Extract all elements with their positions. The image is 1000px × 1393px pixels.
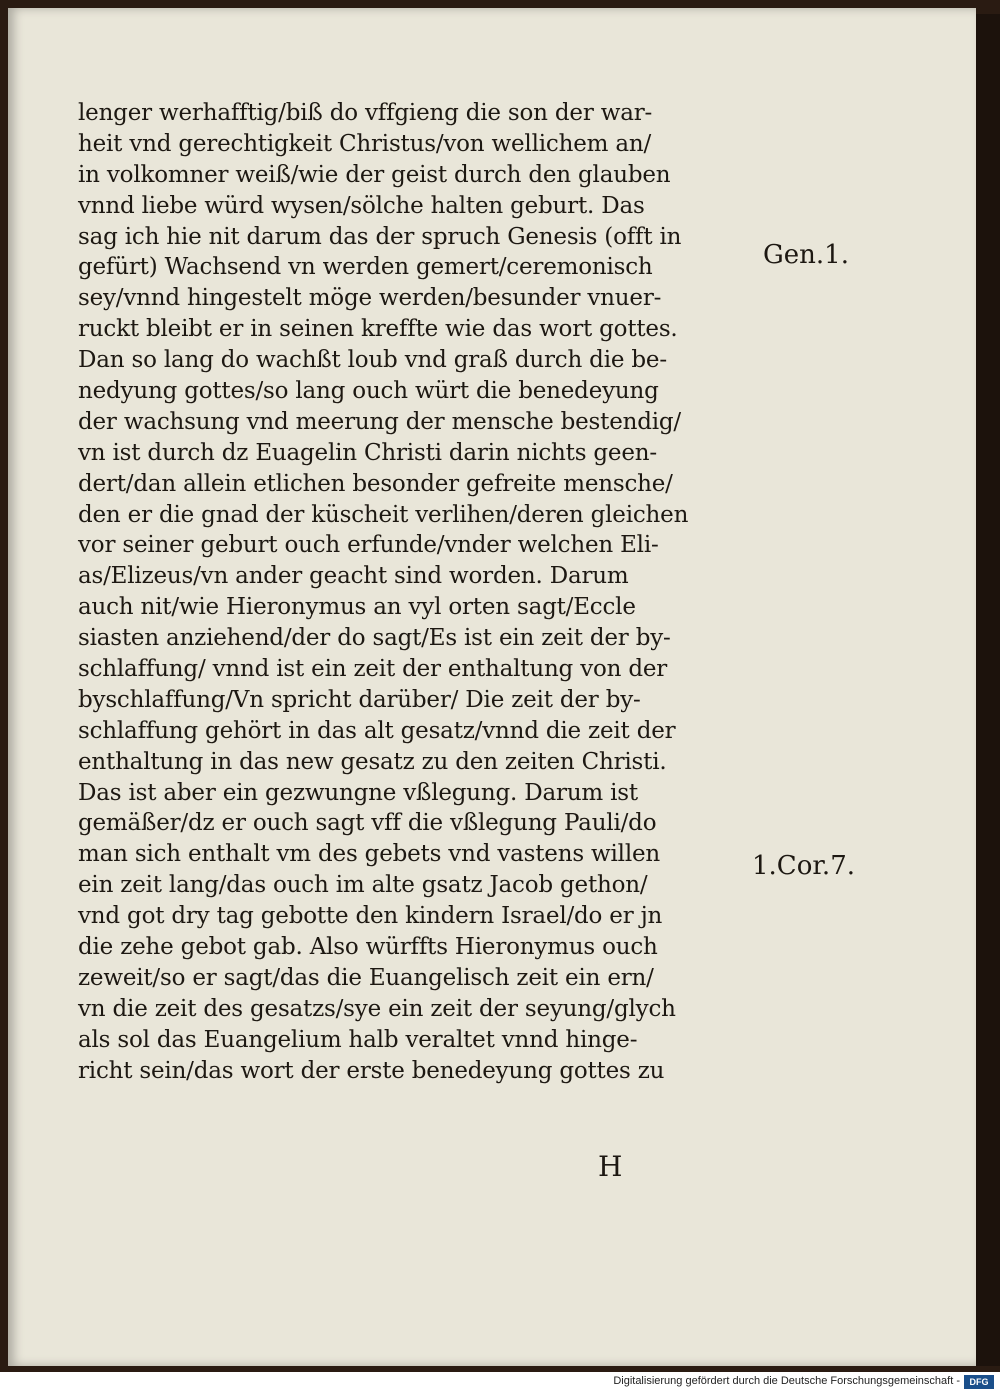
text-line: der wachsung vnd meerung der mensche bestendig/ [78,408,681,435]
text-line: die zehe gebot gab. Also würffts Hieronymus ouch [78,934,658,961]
text-line: lenger werhafftig/biß do vffgieng die son der war- [78,100,653,126]
text-line: gefürt) Wachsend vn werden gemert/ceremonisch [78,254,653,281]
text-line: as/Elizeus/vn ander geacht sind worden. Darum [78,563,629,590]
text-line: schlaffung/ vnnd ist ein zeit der enthaltung von der [78,656,668,683]
text-line: zeweit/so er sagt/das die Euangelisch zeit ein ern/ [78,964,654,991]
footer-credit: Digitalisierung gefördert durch die Deutsche Forschungsgemeinschaft - [613,1375,960,1387]
text-line: Dan so lang do wachßt loub vnd graß durch die be- [78,347,667,374]
book-edge [975,14,1000,1366]
text-line: vn ist durch dz Euagelin Christi darin nichts geen- [78,439,657,466]
text-line: als sol das Euangelium halb veraltet vnnd hinge- [78,1026,638,1053]
text-line: auch nit/wie Hieronymus an vyl orten sagt/Eccle [78,594,636,621]
text-line: richt sein/das wort der erste benedeyung gottes zu [78,1057,665,1084]
marginal-note-genesis: Gen.1. [763,240,849,270]
page-text-block [78,98,778,1087]
text-line: gemäßer/dz er ouch sagt vff die vßlegung Pauli/do [78,810,657,837]
text-line: in volkomner weiß/wie der geist durch den glauben [78,161,671,188]
text-line: vor seiner geburt ouch erfunde/vnder welchen Eli- [78,532,659,559]
text-line: schlaffung gehört in das alt gesatz/vnnd die zeit der [78,717,676,744]
text-line: siasten anziehend/der do sagt/Es ist ein zeit der by- [78,625,671,652]
text-line: sag ich hie nit darum das der spruch Genesis (offt in [78,223,682,250]
text-line: ein zeit lang/das ouch im alte gsatz Jacob gethon/ [78,872,648,899]
text-line: heit vnd gerechtigkeit Christus/von wellichem an/ [78,130,651,157]
marginal-note-corinthians: 1.Cor.7. [752,851,855,881]
text-line: den er die gnad der küscheit verlihen/deren gleichen [78,501,689,528]
text-line: vnnd liebe würd wysen/sölche halten geburt. Das [78,192,645,219]
signature-mark: H [598,1150,623,1183]
text-line: ruckt bleibt er in seinen kreffte wie das wort gottes. [78,316,678,343]
text-line: Das ist aber ein gezwungne vßlegung. Darum ist [78,779,638,806]
text-line: vn die zeit des gesatzs/sye ein zeit der seyung/glych [78,995,676,1022]
text-line: byschlaffung/Vn spricht darüber/ Die zeit der by- [78,686,641,713]
text-line: enthaltung in das new gesatz zu den zeiten Christi. [78,748,667,775]
text-line: sey/vnnd hingestelt möge werden/besunder vnuer- [78,285,662,312]
text-line: vnd got dry tag gebotte den kindern Israel/do er jn [78,903,663,930]
footer-bar [0,1372,1000,1393]
text-line: dert/dan allein etlichen besonder gefreite mensche/ [78,470,673,497]
text-line: man sich enthalt vm des gebets vnd vastens willen [78,841,661,868]
text-line: nedyung gottes/so lang ouch würt die benedeyung [78,378,659,405]
dfg-logo: DFG [964,1375,994,1389]
